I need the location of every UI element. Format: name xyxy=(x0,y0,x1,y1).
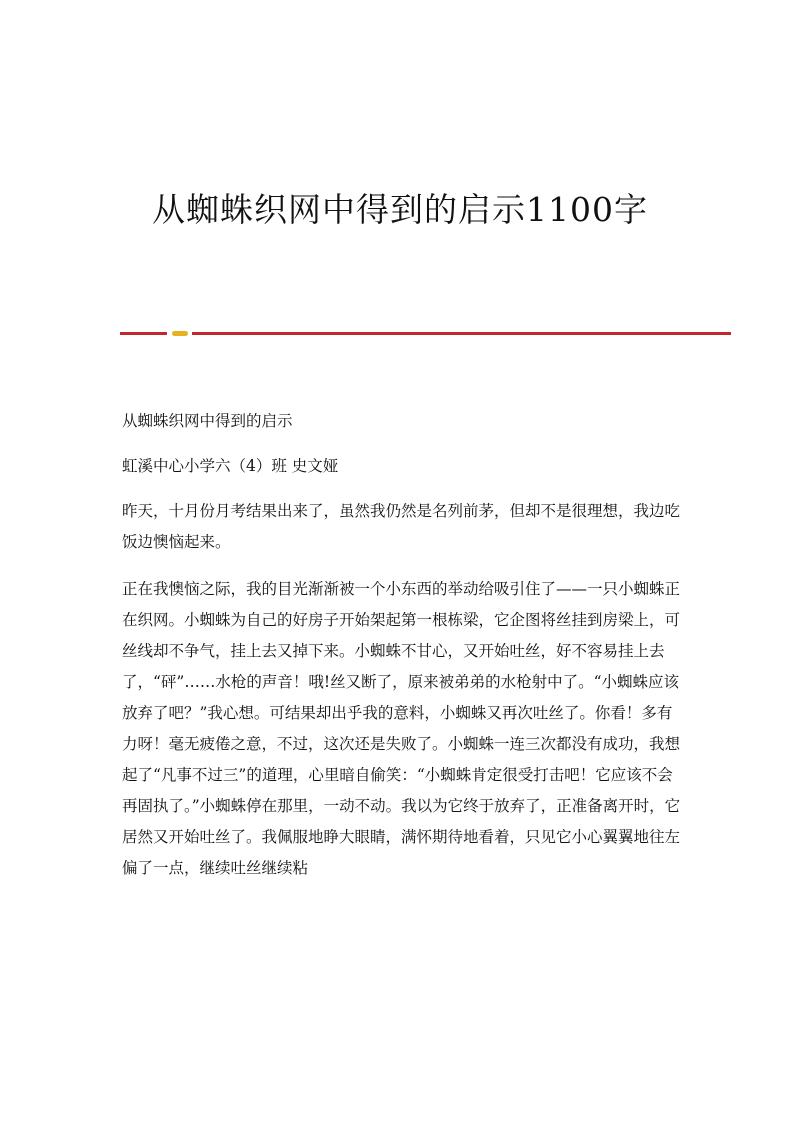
page-title: 从蜘蛛织网中得到的启示1100字 xyxy=(152,190,648,229)
paragraph: 正在我懊恼之际，我的目光渐渐被一个小东西的举动给吸引住了——一只小蜘蛛正在织网。小蜘蛛为自己的好房子开始架起第一根栋梁，它企图将丝挂到房梁上，可丝线却不争气，挂上去又掉下来。小蜘蛛不甘心，又开始吐丝，好不容易挂上去了，“砰”……水枪的声音！哦!丝又断了，原来被弟弟的水枪射中了。“小蜘蛛应该放弃了吧？”我心想。可结果却出乎我的意料，小蜘蛛又再次吐丝了。你看！多有力呀！毫无疲倦之意，不过，这次还是失败了。小蜘蛛一连三次都没有成功，我想起了“凡事不过三”的道理，心里暗自偷笑：“小蜘蛛肯定很受打击吧！它应该不会再固执了。”小蜘蛛停在那里，一动不动。我以为它终于放弃了，正准备离开时，它居然又开始吐丝了。我佩服地睁大眼睛，满怀期待地看着，只见它小心翼翼地往左偏了一点，继续吐丝继续粘 xyxy=(122,580,681,877)
document-body xyxy=(122,406,682,900)
paragraph: 昨天，十月份月考结果出来了，虽然我仍然是名列前茅，但却不是很理想，我边吃饭边懊恼起来。 xyxy=(122,502,681,551)
title-divider xyxy=(120,330,731,336)
author-line: 虹溪中心小学六（4）班 史文娅 xyxy=(122,457,339,475)
divider-ornament-icon xyxy=(172,331,188,336)
divider-line-right xyxy=(192,332,731,335)
divider-line-left xyxy=(120,332,167,335)
article-subtitle: 从蜘蛛织网中得到的启示 xyxy=(122,412,293,430)
